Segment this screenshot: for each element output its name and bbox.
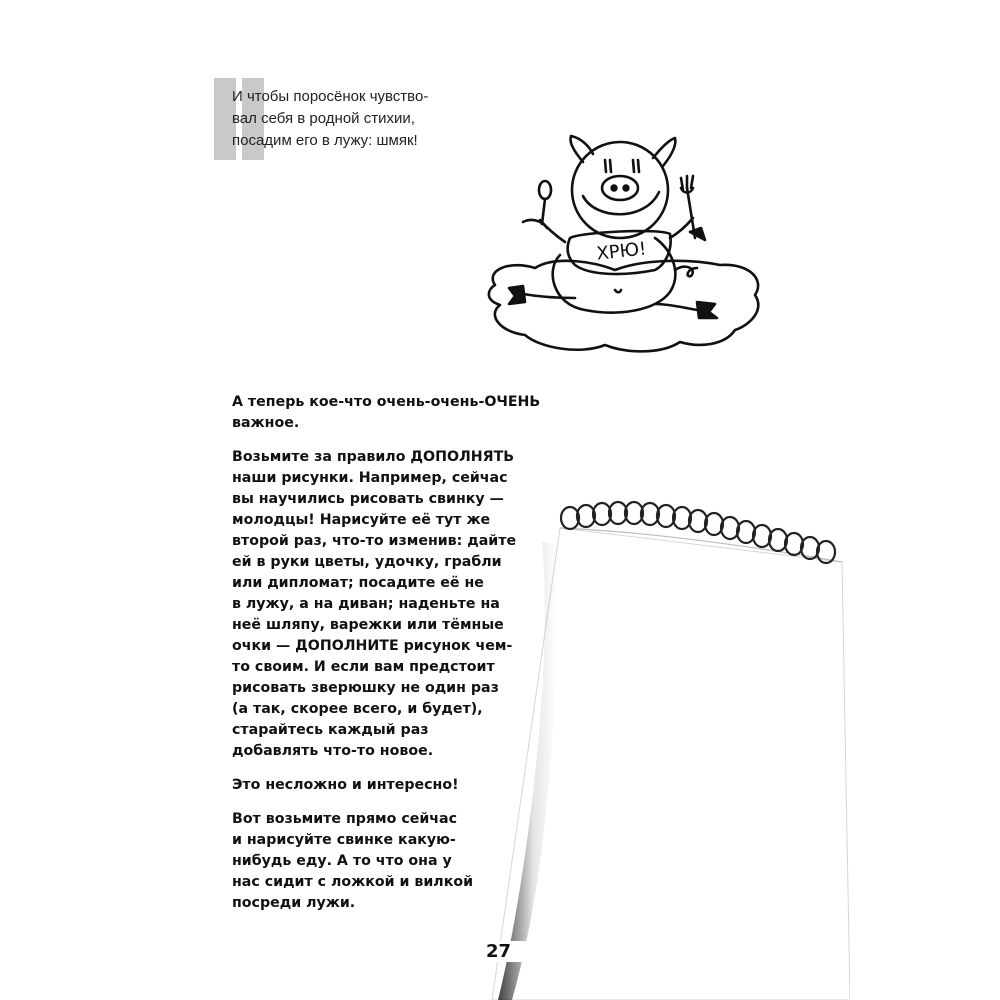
pig-smile	[583, 192, 659, 214]
pig-right-ear	[653, 138, 675, 166]
spiral-notepad-illustration	[490, 488, 850, 1000]
intro-caption	[232, 86, 472, 152]
paragraph: Это несложно и интересно!	[232, 777, 459, 793]
pig-in-puddle-illustration	[465, 120, 775, 360]
pig-left-ear	[571, 136, 594, 162]
pig-snout	[602, 176, 638, 200]
bib-text: ХРЮ!	[595, 238, 648, 265]
intro-text: И чтобы поросёнок чувство- вал себя в родной стихии, посадим его в лужу: шмяк!	[232, 88, 429, 149]
paragraph: Возьмите за правило ДОПОЛНЯТЬ наши рисунки. Например, сейчас вы научились рисовать свинку — молодцы! Нарисуйте её тут же второй раз, что-то изменив: дайте ей в руки цветы, удочку, грабли или дипломат; посадите её не в лужу, а на диван; наденьте на неё шляпу, варежки или тёмные очки — ДОПОЛНИТЕ рисунок чем- то своим. И если вам предстоит рисовать зверюшку не один раз (а так, скорее всего, и будет), старайтесь каждый раз добавлять что-то новое.	[232, 449, 517, 759]
paragraph: Вот возьмите прямо сейчас и нарисуйте свинке какую- нибудь еду. А то что она у нас сидит с ложкой и вилкой посреди лужи.	[232, 811, 474, 911]
page-number: 27	[486, 941, 526, 962]
paragraph: А теперь кое-что очень-очень-ОЧЕНЬ важное.	[232, 394, 541, 431]
